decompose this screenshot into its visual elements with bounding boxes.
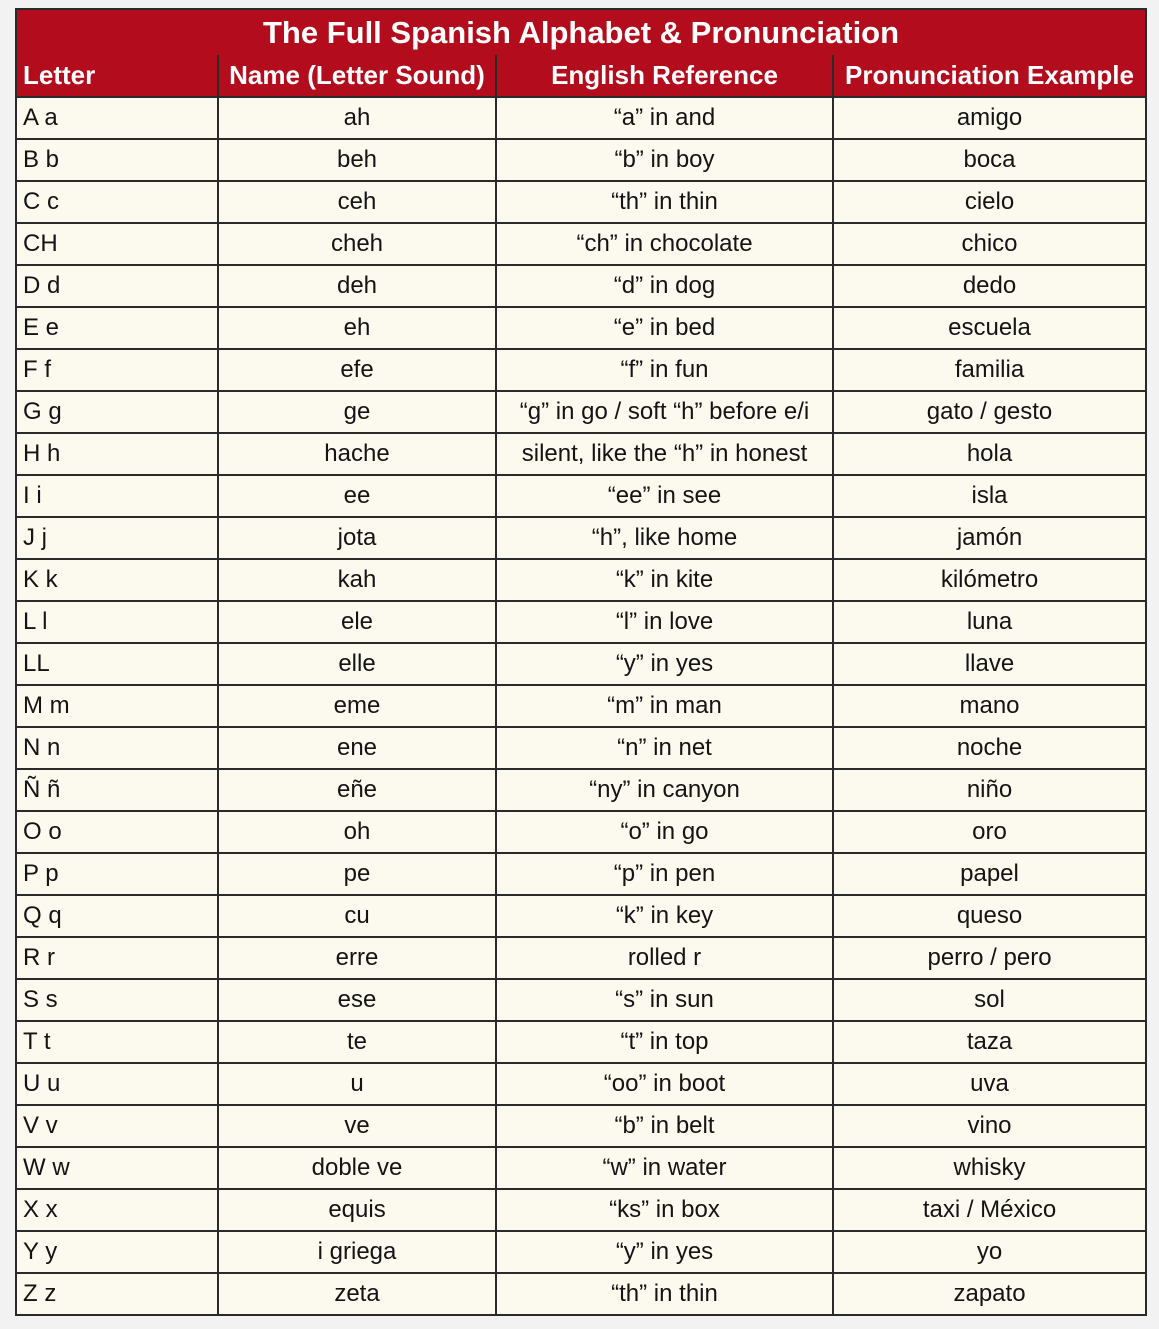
- example-cell: queso: [833, 895, 1146, 937]
- english-reference-cell: “h”, like home: [496, 517, 833, 559]
- english-reference-cell: “oo” in boot: [496, 1063, 833, 1105]
- table-row: [16, 1273, 1146, 1315]
- table-row: [16, 1231, 1146, 1273]
- table-row: [16, 265, 1146, 307]
- english-reference-cell: “k” in kite: [496, 559, 833, 601]
- table-row: [16, 1147, 1146, 1189]
- example-cell: luna: [833, 601, 1146, 643]
- alphabet-table: [15, 8, 1147, 1316]
- letter-cell: Y y: [16, 1231, 218, 1273]
- letter-cell: O o: [16, 811, 218, 853]
- english-reference-cell: “y” in yes: [496, 1231, 833, 1273]
- example-cell: yo: [833, 1231, 1146, 1273]
- table-title: The Full Spanish Alphabet & Pronunciation: [16, 9, 1146, 55]
- english-reference-cell: “f” in fun: [496, 349, 833, 391]
- table-row: [16, 979, 1146, 1021]
- example-cell: taxi / México: [833, 1189, 1146, 1231]
- english-reference-cell: “th” in thin: [496, 181, 833, 223]
- english-reference-cell: “l” in love: [496, 601, 833, 643]
- example-cell: gato / gesto: [833, 391, 1146, 433]
- english-reference-cell: rolled r: [496, 937, 833, 979]
- table-row: [16, 853, 1146, 895]
- example-cell: hola: [833, 433, 1146, 475]
- alphabet-sheet: [15, 8, 1145, 1316]
- letter-cell: L l: [16, 601, 218, 643]
- letter-name-cell: oh: [218, 811, 496, 853]
- english-reference-cell: “s” in sun: [496, 979, 833, 1021]
- letter-cell: W w: [16, 1147, 218, 1189]
- letter-name-cell: pe: [218, 853, 496, 895]
- example-cell: uva: [833, 1063, 1146, 1105]
- table-row: [16, 433, 1146, 475]
- example-cell: cielo: [833, 181, 1146, 223]
- letter-cell: K k: [16, 559, 218, 601]
- column-header-row: [16, 55, 1146, 97]
- table-row: [16, 895, 1146, 937]
- letter-cell: T t: [16, 1021, 218, 1063]
- letter-name-cell: cheh: [218, 223, 496, 265]
- example-cell: taza: [833, 1021, 1146, 1063]
- letter-name-cell: efe: [218, 349, 496, 391]
- table-row: [16, 1063, 1146, 1105]
- letter-name-cell: i griega: [218, 1231, 496, 1273]
- letter-cell: F f: [16, 349, 218, 391]
- table-row: [16, 811, 1146, 853]
- example-cell: sol: [833, 979, 1146, 1021]
- letter-cell: CH: [16, 223, 218, 265]
- example-cell: papel: [833, 853, 1146, 895]
- letter-name-cell: doble ve: [218, 1147, 496, 1189]
- example-cell: isla: [833, 475, 1146, 517]
- example-cell: vino: [833, 1105, 1146, 1147]
- letter-cell: P p: [16, 853, 218, 895]
- letter-name-cell: equis: [218, 1189, 496, 1231]
- example-cell: mano: [833, 685, 1146, 727]
- letter-name-cell: ee: [218, 475, 496, 517]
- table-row: [16, 685, 1146, 727]
- letter-cell: LL: [16, 643, 218, 685]
- column-header-pronunciation-example: Pronunciation Example: [833, 55, 1146, 97]
- letter-name-cell: eñe: [218, 769, 496, 811]
- letter-cell: H h: [16, 433, 218, 475]
- table-row: [16, 391, 1146, 433]
- letter-name-cell: te: [218, 1021, 496, 1063]
- table-row: [16, 307, 1146, 349]
- letter-cell: S s: [16, 979, 218, 1021]
- table-row: [16, 1021, 1146, 1063]
- english-reference-cell: “ny” in canyon: [496, 769, 833, 811]
- letter-name-cell: jota: [218, 517, 496, 559]
- english-reference-cell: “b” in boy: [496, 139, 833, 181]
- example-cell: llave: [833, 643, 1146, 685]
- example-cell: kilómetro: [833, 559, 1146, 601]
- letter-name-cell: eme: [218, 685, 496, 727]
- letter-cell: X x: [16, 1189, 218, 1231]
- letter-cell: Q q: [16, 895, 218, 937]
- english-reference-cell: “y” in yes: [496, 643, 833, 685]
- letter-cell: J j: [16, 517, 218, 559]
- english-reference-cell: “t” in top: [496, 1021, 833, 1063]
- english-reference-cell: “e” in bed: [496, 307, 833, 349]
- example-cell: chico: [833, 223, 1146, 265]
- example-cell: amigo: [833, 97, 1146, 139]
- letter-name-cell: ah: [218, 97, 496, 139]
- english-reference-cell: “b” in belt: [496, 1105, 833, 1147]
- english-reference-cell: “ch” in chocolate: [496, 223, 833, 265]
- example-cell: escuela: [833, 307, 1146, 349]
- english-reference-cell: “m” in man: [496, 685, 833, 727]
- example-cell: familia: [833, 349, 1146, 391]
- english-reference-cell: “a” in and: [496, 97, 833, 139]
- example-cell: boca: [833, 139, 1146, 181]
- letter-name-cell: ceh: [218, 181, 496, 223]
- letter-name-cell: ge: [218, 391, 496, 433]
- letter-cell: Ñ ñ: [16, 769, 218, 811]
- example-cell: whisky: [833, 1147, 1146, 1189]
- table-row: [16, 643, 1146, 685]
- letter-cell: D d: [16, 265, 218, 307]
- english-reference-cell: “ee” in see: [496, 475, 833, 517]
- table-row: [16, 97, 1146, 139]
- column-header-letter: Letter: [16, 55, 218, 97]
- letter-name-cell: ele: [218, 601, 496, 643]
- letter-name-cell: ese: [218, 979, 496, 1021]
- letter-name-cell: ene: [218, 727, 496, 769]
- table-row: [16, 139, 1146, 181]
- letter-name-cell: cu: [218, 895, 496, 937]
- letter-name-cell: deh: [218, 265, 496, 307]
- letter-name-cell: ve: [218, 1105, 496, 1147]
- table-row: [16, 223, 1146, 265]
- column-header-name: Name (Letter Sound): [218, 55, 496, 97]
- english-reference-cell: “k” in key: [496, 895, 833, 937]
- english-reference-cell: “o” in go: [496, 811, 833, 853]
- letter-cell: M m: [16, 685, 218, 727]
- table-row: [16, 349, 1146, 391]
- english-reference-cell: “ks” in box: [496, 1189, 833, 1231]
- table-row: [16, 475, 1146, 517]
- table-row: [16, 1105, 1146, 1147]
- letter-cell: Z z: [16, 1273, 218, 1315]
- letter-cell: N n: [16, 727, 218, 769]
- letter-name-cell: hache: [218, 433, 496, 475]
- letter-cell: G g: [16, 391, 218, 433]
- example-cell: zapato: [833, 1273, 1146, 1315]
- letter-name-cell: beh: [218, 139, 496, 181]
- table-row: [16, 559, 1146, 601]
- english-reference-cell: “th” in thin: [496, 1273, 833, 1315]
- example-cell: oro: [833, 811, 1146, 853]
- letter-cell: U u: [16, 1063, 218, 1105]
- table-row: [16, 517, 1146, 559]
- example-cell: noche: [833, 727, 1146, 769]
- english-reference-cell: silent, like the “h” in honest: [496, 433, 833, 475]
- letter-name-cell: elle: [218, 643, 496, 685]
- letter-name-cell: u: [218, 1063, 496, 1105]
- title-row: [16, 9, 1146, 55]
- letter-cell: R r: [16, 937, 218, 979]
- english-reference-cell: “d” in dog: [496, 265, 833, 307]
- table-row: [16, 601, 1146, 643]
- table-row: [16, 1189, 1146, 1231]
- letter-cell: B b: [16, 139, 218, 181]
- letter-name-cell: zeta: [218, 1273, 496, 1315]
- letter-name-cell: eh: [218, 307, 496, 349]
- column-header-english-reference: English Reference: [496, 55, 833, 97]
- table-row: [16, 181, 1146, 223]
- example-cell: dedo: [833, 265, 1146, 307]
- letter-name-cell: kah: [218, 559, 496, 601]
- letter-cell: I i: [16, 475, 218, 517]
- table-body: [16, 97, 1146, 1315]
- example-cell: perro / pero: [833, 937, 1146, 979]
- letter-cell: C c: [16, 181, 218, 223]
- english-reference-cell: “g” in go / soft “h” before e/i: [496, 391, 833, 433]
- example-cell: niño: [833, 769, 1146, 811]
- table-row: [16, 937, 1146, 979]
- letter-cell: V v: [16, 1105, 218, 1147]
- english-reference-cell: “p” in pen: [496, 853, 833, 895]
- example-cell: jamón: [833, 517, 1146, 559]
- table-row: [16, 769, 1146, 811]
- english-reference-cell: “w” in water: [496, 1147, 833, 1189]
- table-row: [16, 727, 1146, 769]
- letter-cell: A a: [16, 97, 218, 139]
- letter-cell: E e: [16, 307, 218, 349]
- english-reference-cell: “n” in net: [496, 727, 833, 769]
- letter-name-cell: erre: [218, 937, 496, 979]
